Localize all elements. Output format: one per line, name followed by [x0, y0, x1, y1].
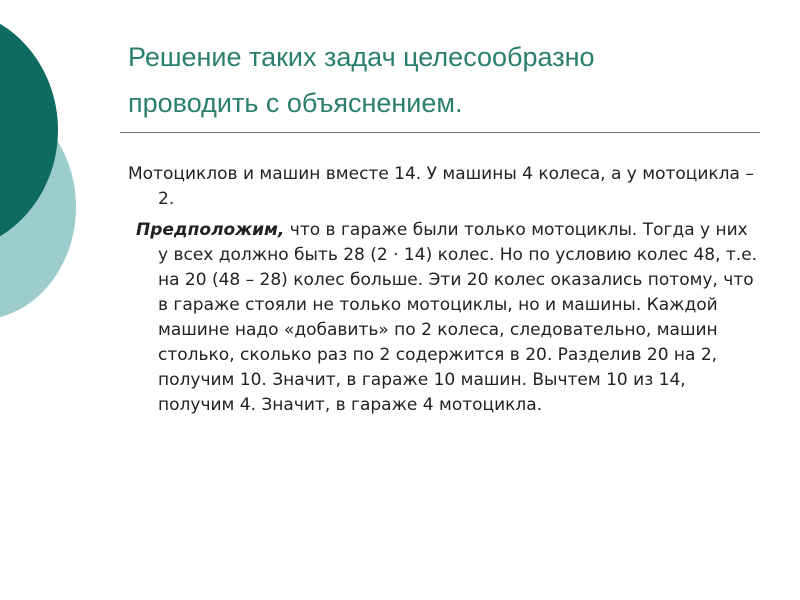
- decorative-circles: [0, 0, 120, 340]
- slide-title-line-1: Решение таких задач целесообразно: [128, 42, 595, 72]
- problem-statement: Мотоциклов и машин вместе 14. У машины 4 колеса, а у мотоцикла – 2.: [128, 164, 754, 209]
- solution-text: что в гараже были только мотоциклы. Тогда у них у всех должно быть 28 (2 · 14) колес. Но по условию колес 48, т.е. на 20 (48 – 28) колес больше. Эти 20 колес оказались потому, что в гараже стояли не только мотоциклы, но и машины. Каждой машине надо «добавить» по 2 колеса, следовательно, машин столько, сколько раз по 2 содержится в 20. Разделив 20 на 2, получим 10. Значит, в гараже 10 машин. Вычтем 10 из 14, получим 4. Значит, в гараже 4 мотоцикла.: [158, 220, 758, 415]
- slide-body: [128, 162, 758, 424]
- solution-lead-word: Предположим,: [136, 220, 285, 240]
- slide-title-line-2: проводить с объяснением.: [128, 88, 463, 118]
- slide-title: [128, 34, 768, 126]
- title-divider: [120, 132, 760, 133]
- solution-explanation: [128, 218, 758, 418]
